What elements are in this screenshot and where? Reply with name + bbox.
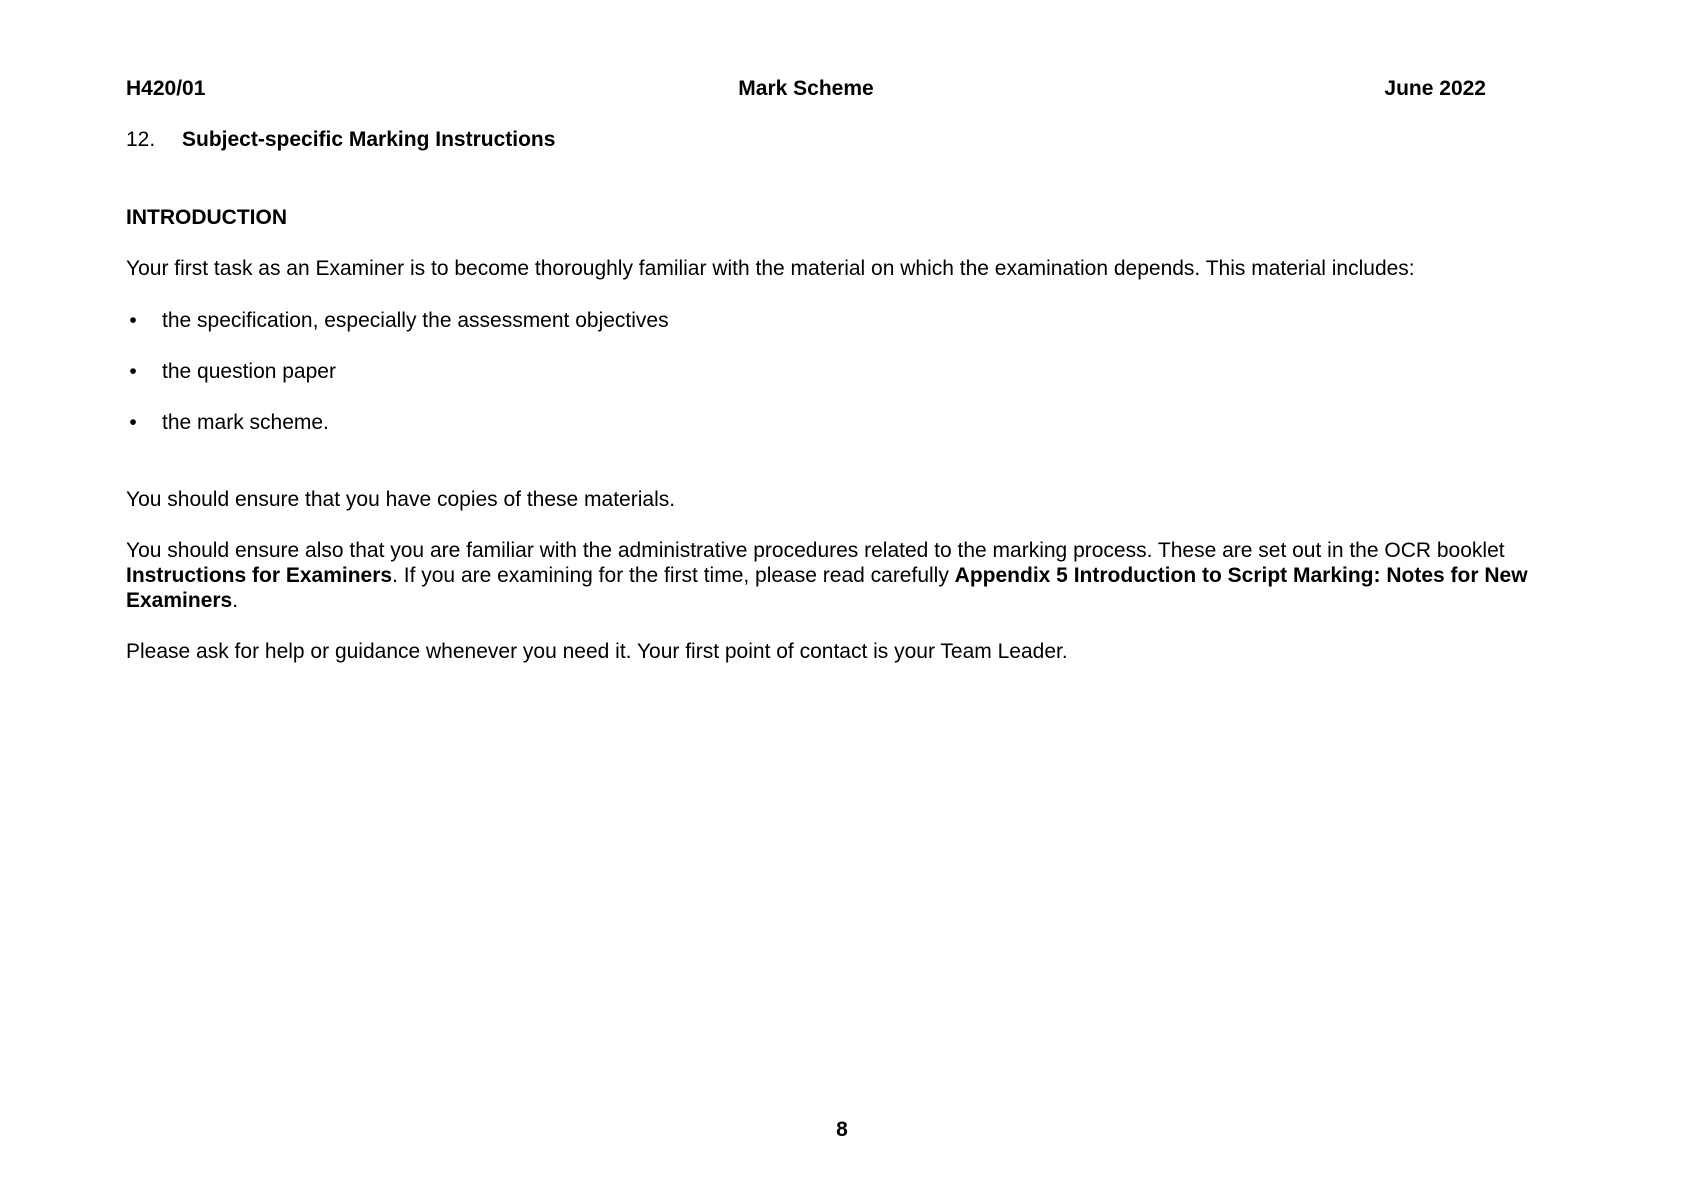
section-number: 12. bbox=[126, 128, 156, 151]
intro-paragraph-4: Please ask for help or guidance whenever you need it. Your first point of contact is your Team Leader. bbox=[126, 640, 1068, 663]
bullet-icon: • bbox=[129, 411, 137, 434]
page-number: 8 bbox=[836, 1118, 848, 1141]
bullet-icon: • bbox=[129, 309, 137, 332]
introduction-heading: INTRODUCTION bbox=[126, 206, 287, 229]
section-heading bbox=[126, 127, 555, 152]
bullet-icon: • bbox=[129, 360, 137, 383]
intro-paragraph-2: You should ensure that you have copies of these materials. bbox=[126, 488, 676, 511]
paragraph-text: . If you are examining for the first time, please read carefully bbox=[392, 564, 955, 587]
paragraph-text: You should ensure also that you are familiar with the administrative procedures related to the marking process. These are set out in the OCR booklet bbox=[126, 539, 1505, 562]
page-header bbox=[126, 76, 1486, 104]
paragraph-text: . bbox=[232, 589, 239, 612]
list-item bbox=[126, 308, 669, 333]
list-item-text: the specification, especially the assessment objectives bbox=[162, 309, 669, 332]
intro-paragraph-3 bbox=[126, 538, 1546, 613]
paper-code: H420/01 bbox=[126, 77, 206, 100]
intro-paragraph-1: Your first task as an Examiner is to become thoroughly familiar with the material on which the examination depends. This material includes: bbox=[126, 257, 1415, 280]
list-item-text: the mark scheme. bbox=[162, 411, 329, 434]
header-title: Mark Scheme bbox=[738, 77, 874, 100]
list-item bbox=[126, 410, 669, 435]
booklet-title: Instructions for Examiners bbox=[126, 564, 393, 587]
header-date: June 2022 bbox=[1384, 77, 1486, 100]
appendix-title: Appendix 5 Introduction to Script Marking: Notes for New Examiners bbox=[126, 564, 1528, 612]
list-item bbox=[126, 359, 669, 384]
list-item-text: the question paper bbox=[162, 360, 336, 383]
materials-list bbox=[126, 308, 669, 461]
section-title: Subject-specific Marking Instructions bbox=[182, 128, 556, 151]
